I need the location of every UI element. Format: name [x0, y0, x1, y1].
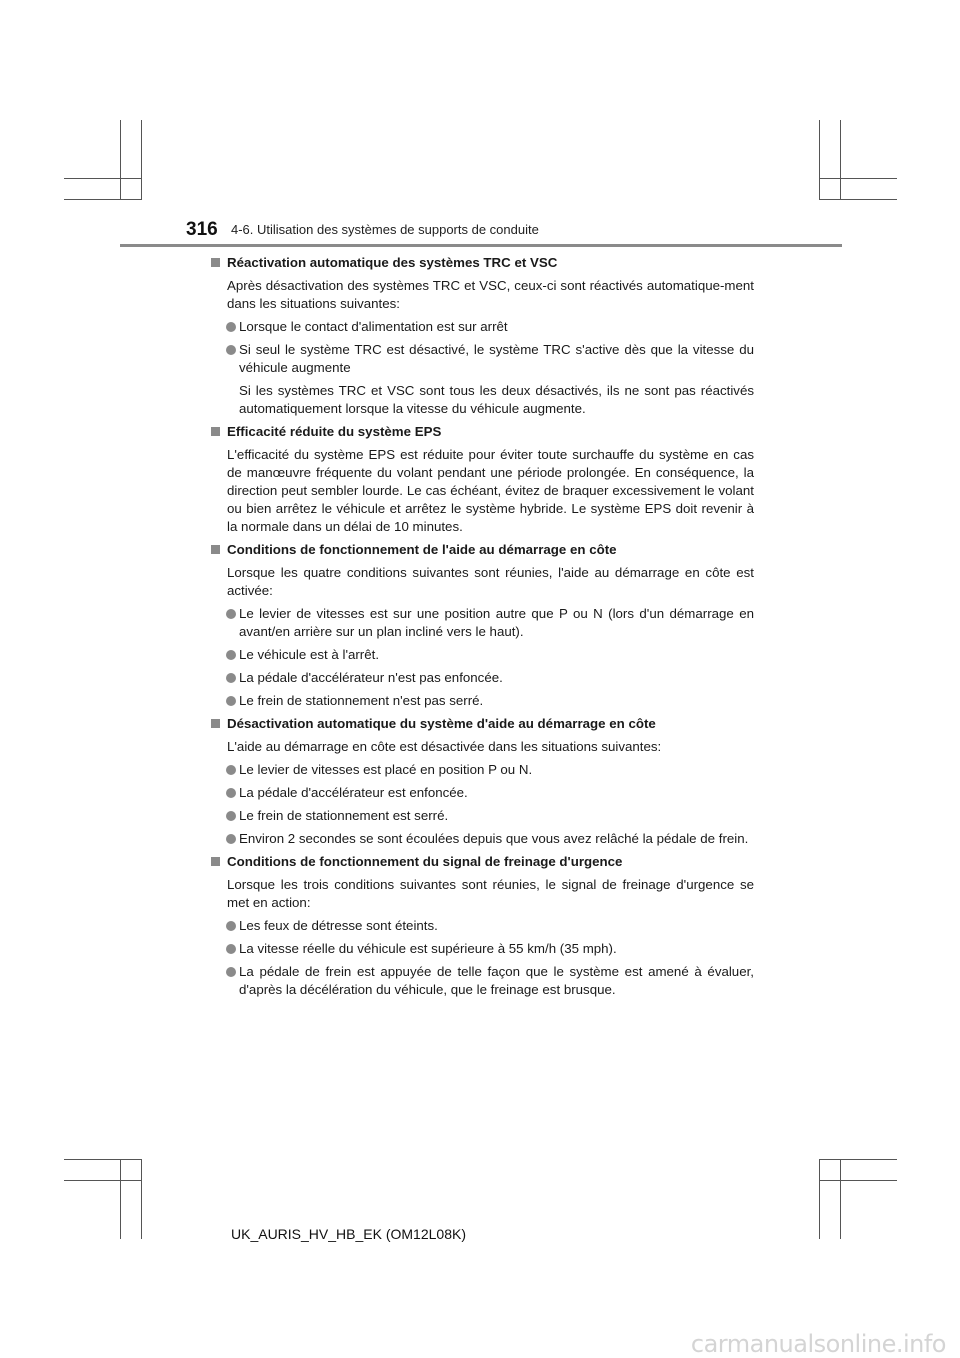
list-item: Environ 2 secondes se sont écoulées depuis que vous avez relâché la pédale de frein. [210, 830, 754, 848]
section-heading: Réactivation automatique des systèmes TRC et VSC [210, 254, 754, 272]
section-intro: Lorsque les trois conditions suivantes sont réunies, le signal de freinage d'urgence se met en action: [227, 877, 754, 910]
section-heading: Conditions de fonctionnement du signal de freinage d'urgence [210, 853, 754, 871]
circle-bullet-icon [226, 811, 236, 821]
circle-bullet-icon [226, 650, 236, 660]
section-intro: Après désactivation des systèmes TRC et VSC, ceux-ci sont réactivés automatique-ment dans les situations suivantes: [227, 278, 754, 311]
watermark: carmanualsonline.info [690, 1330, 946, 1358]
list-item: Les feux de détresse sont éteints. [210, 917, 754, 935]
circle-bullet-icon [226, 322, 236, 332]
list-item: La vitesse réelle du véhicule est supérieure à 55 km/h (35 mph). [210, 940, 754, 958]
header-rule [120, 244, 842, 247]
list-item: Le frein de stationnement est serré. [210, 807, 754, 825]
square-bullet-icon [211, 545, 220, 554]
section-heading: Désactivation automatique du système d'aide au démarrage en côte [210, 715, 754, 733]
list-item: La pédale d'accélérateur est enfoncée. [210, 784, 754, 802]
list-item: Le levier de vitesses est placé en position P ou N. [210, 761, 754, 779]
list-item: La pédale de frein est appuyée de telle façon que le système est amené à évaluer, d'après la décélération du véhicule, que le freinage est brusque. [210, 963, 754, 999]
section-eps-reduced [210, 423, 754, 536]
list-item: Le levier de vitesses est sur une position autre que P ou N (lors d'un démarrage en avant/en arrière sur un plan incliné vers le haut). [210, 605, 754, 641]
document-code: UK_AURIS_HV_HB_EK (OM12L08K) [231, 1226, 466, 1242]
section-trc-vsc-reactivation [210, 254, 754, 418]
page-content [210, 254, 754, 1004]
circle-bullet-icon [226, 765, 236, 775]
section-intro: Lorsque les quatre conditions suivantes sont réunies, l'aide au démarrage en côte est activée: [227, 565, 754, 598]
circle-bullet-icon [226, 967, 236, 977]
list-item: Si seul le système TRC est désactivé, le système TRC s'active dès que la vitesse du véhicule augmente [210, 341, 754, 377]
circle-bullet-icon [226, 944, 236, 954]
square-bullet-icon [211, 857, 220, 866]
square-bullet-icon [211, 258, 220, 267]
circle-bullet-icon [226, 696, 236, 706]
circle-bullet-icon [226, 609, 236, 619]
square-bullet-icon [211, 427, 220, 436]
circle-bullet-icon [226, 345, 236, 355]
list-item: La pédale d'accélérateur n'est pas enfoncée. [210, 669, 754, 687]
section-intro: L'aide au démarrage en côte est désactivée dans les situations suivantes: [227, 739, 662, 754]
list-item: Lorsque le contact d'alimentation est sur arrêt [210, 318, 754, 336]
circle-bullet-icon [226, 921, 236, 931]
section-intro: L'efficacité du système EPS est réduite pour éviter toute surchauffe du système en cas de manœuvre fréquente du volant pendant une période prolongée. En conséquence, la direction peut sembler lourde. Le cas échéant, évitez de braquer excessivement le volant ou bien arrêtez le véhicule et arrêtez le système hybride. Le système EPS doit revenir à la normale dans un délai de 10 minutes. [227, 447, 754, 534]
section-heading: Conditions de fonctionnement de l'aide au démarrage en côte [210, 541, 754, 559]
section-hill-start-conditions [210, 541, 754, 710]
section-emergency-brake-signal [210, 853, 754, 999]
section-note: Si les systèmes TRC et VSC sont tous les deux désactivés, ils ne sont pas réactivés automatiquement lorsque la vitesse du véhicule augmente. [239, 383, 754, 416]
page-number: 316 [186, 219, 218, 240]
section-hill-start-deactivation [210, 715, 754, 848]
list-item: Le véhicule est à l'arrêt. [210, 646, 754, 664]
list-item: Le frein de stationnement n'est pas serré. [210, 692, 754, 710]
circle-bullet-icon [226, 788, 236, 798]
circle-bullet-icon [226, 673, 236, 683]
chapter-title: 4-6. Utilisation des systèmes de supports de conduite [231, 222, 539, 237]
square-bullet-icon [211, 719, 220, 728]
section-heading: Efficacité réduite du système EPS [210, 423, 754, 441]
circle-bullet-icon [226, 834, 236, 844]
